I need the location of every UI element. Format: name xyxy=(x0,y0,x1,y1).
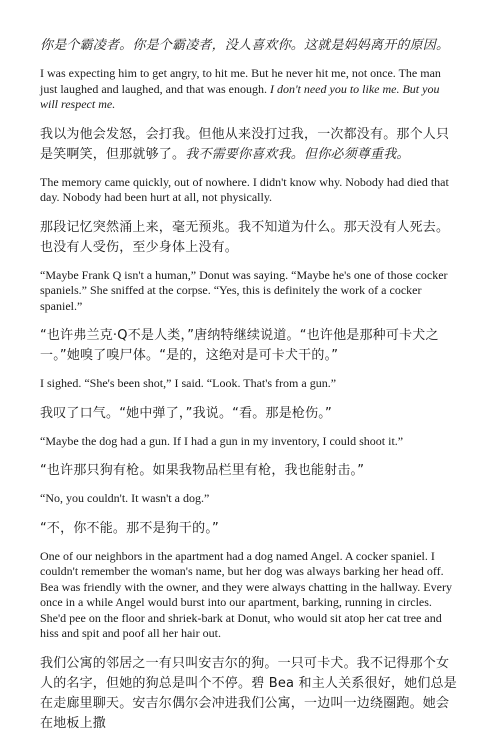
paragraph-zh-4: “也许弗兰克·Q不是人类，”唐纳特继续说道。“也许他是那种可卡犬之一。”她嗅了嗅尸体。“是的，这绝对是可卡犬干的。” xyxy=(40,328,439,363)
paragraph-zh-1: 你是个霸凌者。你是个霸凌者，没人喜欢你。这就是妈妈离开的原因。 xyxy=(40,38,450,53)
paragraph-zh-6: “也许那只狗有枪。如果我物品栏里有枪，我也能射击。” xyxy=(40,463,365,478)
paragraph-zh-7: “不，你不能。那不是狗干的。” xyxy=(40,520,219,536)
paragraph-zh-2: 我以为他会发怒，会打我。但他从来没打过我，一次都没有。那个人只是笑啊笑，但那就够了。我不需要你喜欢我。但你必须尊重我。 xyxy=(40,126,450,162)
paragraph-zh-3: 那段记忆突然涌上来，毫无预兆。我不知道为什么。那天没有人死去。也没有人受伤，至少身体上没有。 xyxy=(40,219,450,255)
paragraph-en-3: “Maybe Frank Q isn't a human,” Donut was saying. “Maybe he's one of those cocker spaniels.” She sniffed at the corpse. “Yes, this is definitely the work of a cocker spaniel.” xyxy=(40,267,448,313)
paragraph-zh-8: 我们公寓的邻居之一有只叫安吉尔的狗。一只可卡犬。我不记得那个女人的名字，但她的狗总是叫个不停。碧 Bea 和主人关系很好，她们总是在走廊里聊天。安吉尔偶尔会冲进我们公寓，一边叫一边绕圈跑。她会在地板上撒 xyxy=(40,655,457,731)
paragraph-en-7: One of our neighbors in the apartment had a dog named Angel. A cocker spaniel. I couldn't remember the woman's name, but her dog was always barking her head off. Bea was friendly with the owner, and they were always chatting in the hallway. Every once in a while Angel would burst into our apartment, barking, running in circles. She'd pee on the floor and shriek-bark at Donut, who would sit atop her cat tree and hiss and spit and poof all her hair out. xyxy=(40,548,452,640)
paragraph-en-2: The memory came quickly, out of nowhere. I didn't know why. Nobody had died that day. Nobody had been hurt at all, not physically. xyxy=(40,174,449,204)
paragraph-en-5: “Maybe the dog had a gun. If I had a gun in my inventory, I could shoot it.” xyxy=(40,433,404,448)
paragraph-en-6: “No, you couldn't. It wasn't a dog.” xyxy=(40,491,210,505)
paragraph-en-4: I sighed. “She's been shot,” I said. “Look. That's from a gun.” xyxy=(40,376,337,390)
paragraph-en-1: I was expecting him to get angry, to hit me. But he never hit me, not once. The man just laughed and laughed, and that was enough. I don't need you to like me. But you will respect me. xyxy=(40,66,441,111)
paragraph-zh-5: 我叹了口气。“她中弹了，”我说。“看。那是枪伤。” xyxy=(40,405,332,421)
